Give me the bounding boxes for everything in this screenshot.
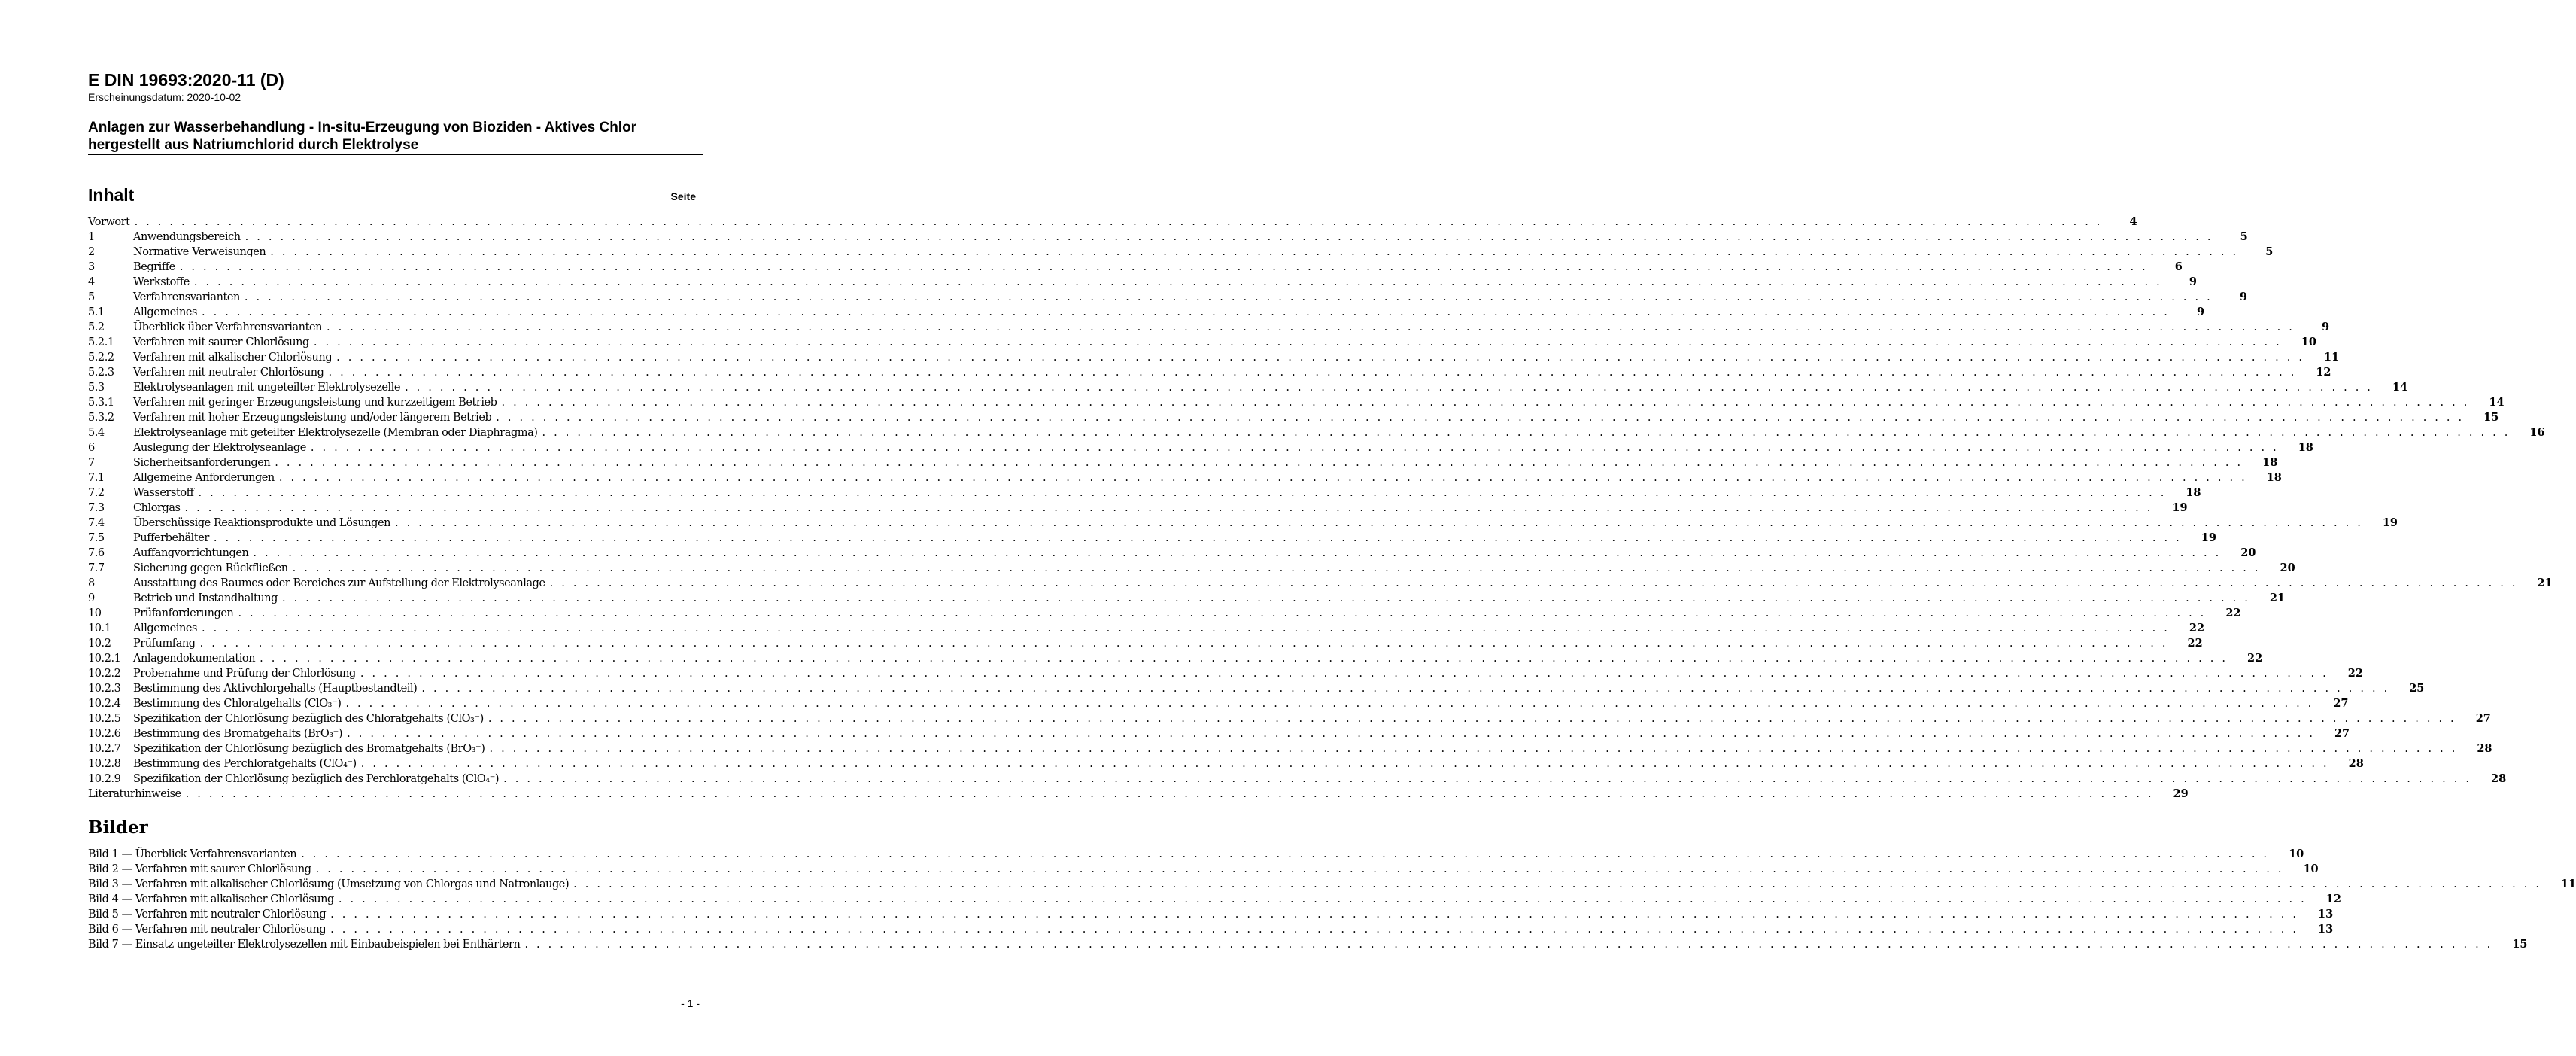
toc-entry-page: 22 <box>2187 637 2203 650</box>
toc-entry[interactable] <box>88 501 2188 516</box>
toc-entry-title: Begriffe <box>133 261 175 273</box>
dot-leader <box>314 335 2282 350</box>
toc-entry-page: 22 <box>2347 667 2363 680</box>
dot-leader <box>339 892 2307 907</box>
toc-entry-title: Literaturhinweise <box>88 788 181 800</box>
toc-entry-number: 7.1 <box>88 472 105 484</box>
toc-entry[interactable] <box>88 771 2507 787</box>
toc-entry[interactable] <box>88 245 2274 260</box>
dot-leader <box>245 230 2213 245</box>
toc-entry-page: 14 <box>2392 381 2408 394</box>
toc-entry-page: 18 <box>2298 441 2313 454</box>
figure-entry[interactable] <box>88 937 2528 952</box>
dot-leader <box>200 636 2168 651</box>
toc-entry-page: 10 <box>2301 336 2316 348</box>
figure-entry-page: 11 <box>2561 878 2576 890</box>
toc-entry-title: Vorwort <box>88 216 130 228</box>
toc-entry-number: 10.2.8 <box>88 758 121 770</box>
page-column-label: Seite <box>670 190 696 202</box>
toc-entry-number: 7.4 <box>88 517 105 529</box>
toc-entry-title: Spezifikation der Chlorlösung bezüglich des Bromatgehalts (BrO₃⁻) <box>133 743 485 755</box>
toc-entry[interactable] <box>88 546 2256 561</box>
toc-entry-number: 9 <box>88 592 95 604</box>
toc-entry-title: Spezifikation der Chlorlösung bezüglich des Chloratgehalts (ClO₃⁻) <box>133 713 484 725</box>
table-of-contents <box>88 215 2553 802</box>
toc-entry-number: 5.3.1 <box>88 397 114 409</box>
figure-entry-page: 13 <box>2318 923 2334 936</box>
toc-entry-title: Betrieb und Instandhaltung <box>133 592 278 604</box>
dot-leader <box>202 621 2170 636</box>
toc-entry-page: 4 <box>2129 215 2137 228</box>
toc-entry[interactable] <box>88 380 2408 395</box>
toc-entry-number: 2 <box>88 246 95 258</box>
dot-leader <box>202 305 2170 320</box>
toc-entry-title: Ausstattung des Raumes oder Bereiches zur Aufstellung der Elektrolyseanlage <box>133 577 545 589</box>
toc-entry[interactable] <box>88 440 2313 455</box>
toc-entry[interactable] <box>88 531 2216 546</box>
toc-entry-page: 21 <box>2537 577 2553 589</box>
dot-leader <box>282 591 2250 606</box>
toc-entry-page: 27 <box>2334 727 2350 740</box>
toc-entry[interactable] <box>88 290 2247 305</box>
list-of-figures <box>88 847 2576 952</box>
toc-entry[interactable] <box>88 636 2203 651</box>
toc-entry[interactable] <box>88 651 2263 666</box>
toc-entry-page: 18 <box>2262 456 2278 469</box>
toc-entry[interactable] <box>88 711 2491 726</box>
toc-entry-number: 8 <box>88 577 95 589</box>
toc-entry-title: Allgemeine Anforderungen <box>133 472 275 484</box>
toc-entry-page: 9 <box>2239 291 2247 303</box>
toc-entry[interactable] <box>88 681 2425 696</box>
figure-entry[interactable] <box>88 922 2334 937</box>
dot-leader <box>330 907 2298 922</box>
toc-entry-number: 7.7 <box>88 562 105 574</box>
toc-entry[interactable] <box>88 305 2205 320</box>
figure-entry[interactable] <box>88 907 2334 922</box>
toc-entry-number: 7.3 <box>88 502 105 514</box>
figure-entry[interactable] <box>88 862 2319 877</box>
figure-entry-page: 13 <box>2318 908 2334 921</box>
toc-entry-number: 1 <box>88 231 95 243</box>
figure-entry-page: 10 <box>2289 848 2304 860</box>
toc-entry[interactable] <box>88 485 2201 501</box>
toc-entry-number: 5.2 <box>88 321 105 333</box>
dot-leader <box>336 350 2304 365</box>
dot-leader <box>573 877 2541 892</box>
toc-entry-page: 5 <box>2240 230 2248 243</box>
toc-entry-page: 22 <box>2246 652 2263 665</box>
toc-entry-title: Elektrolyseanlagen mit ungeteilter Elektrolysezelle <box>133 382 401 394</box>
toc-entry[interactable] <box>88 425 2545 440</box>
toc-entry-page: 9 <box>2196 306 2205 318</box>
toc-entry[interactable] <box>88 741 2492 756</box>
toc-entry-page: 19 <box>2201 531 2216 544</box>
figure-entry-title: Bild 3 — Verfahren mit alkalischer Chlorlösung (Umsetzung von Chlorgas und Natronlauge) <box>88 878 570 890</box>
dot-leader <box>345 696 2313 711</box>
dot-leader <box>395 516 2363 531</box>
page-number: - 1 - <box>681 997 700 1009</box>
toc-entry-number: 7.2 <box>88 487 105 499</box>
toc-entry[interactable] <box>88 621 2205 636</box>
toc-entry-number: 7.5 <box>88 532 105 544</box>
toc-entry-title: Verfahrensvarianten <box>133 291 240 303</box>
toc-entry[interactable] <box>88 666 2363 681</box>
toc-entry-title: Normative Verweisungen <box>133 246 266 258</box>
figure-entry[interactable] <box>88 877 2576 892</box>
toc-entry[interactable] <box>88 410 2499 425</box>
figure-entry-title: Bild 1 — Überblick Verfahrensvarianten <box>88 848 297 860</box>
toc-entry[interactable] <box>88 561 2295 576</box>
toc-entry-page: 27 <box>2333 697 2349 710</box>
dot-leader <box>361 756 2329 771</box>
dot-leader <box>270 245 2238 260</box>
toc-entry-number: 4 <box>88 276 95 288</box>
toc-entry-title: Bestimmung des Aktivchlorgehalts (Hauptbestandteil) <box>133 683 418 695</box>
toc-entry-page: 19 <box>2172 501 2188 514</box>
toc-entry-page: 28 <box>2477 742 2492 755</box>
toc-entry-page: 15 <box>2483 411 2499 424</box>
toc-entry[interactable] <box>88 230 2248 245</box>
toc-entry-number: 10 <box>88 607 102 619</box>
dot-leader <box>524 937 2492 952</box>
dot-leader <box>488 711 2456 726</box>
dot-leader <box>180 260 2148 275</box>
toc-entry-title: Verfahren mit alkalischer Chlorlösung <box>133 351 333 364</box>
toc-entry-title: Prüfanforderungen <box>133 607 234 619</box>
dot-leader <box>275 455 2243 470</box>
dot-leader <box>405 380 2373 395</box>
toc-entry[interactable] <box>88 470 2282 485</box>
dot-leader <box>489 741 2457 756</box>
toc-entry[interactable] <box>88 260 2183 275</box>
toc-entry-title: Verfahren mit geringer Erzeugungsleistung und kurzzeitigem Betrieb <box>133 397 497 409</box>
toc-entry-number: 10.2.4 <box>88 698 121 710</box>
dot-leader <box>238 606 2206 621</box>
dot-leader <box>186 787 2154 802</box>
dot-leader <box>185 501 2153 516</box>
toc-entry[interactable] <box>88 516 2398 531</box>
toc-entry-title: Anwendungsbereich <box>133 231 241 243</box>
toc-entry[interactable] <box>88 726 2350 741</box>
toc-entry-page: 16 <box>2529 426 2545 439</box>
toc-entry[interactable] <box>88 320 2330 335</box>
contents-heading: Inhalt <box>88 185 135 205</box>
toc-entry-title: Allgemeines <box>133 622 197 635</box>
toc-entry-page: 14 <box>2489 396 2505 409</box>
toc-entry-title: Verfahren mit saurer Chlorlösung <box>133 336 309 348</box>
toc-entry-title: Chlorgas <box>133 502 181 514</box>
figures-heading: Bilder <box>88 817 148 838</box>
toc-entry-number: 5.4 <box>88 427 105 439</box>
dot-leader <box>542 425 2511 440</box>
toc-entry-number: 7 <box>88 457 95 469</box>
toc-entry-page: 20 <box>2240 546 2256 559</box>
toc-entry-page: 9 <box>2321 321 2330 333</box>
toc-entry-title: Überschüssige Reaktionsprodukte und Lösungen <box>133 517 390 529</box>
toc-entry-page: 28 <box>2348 757 2364 770</box>
toc-entry-title: Sicherung gegen Rückfließen <box>133 562 288 574</box>
toc-entry-number: 5.2.2 <box>88 351 114 364</box>
toc-entry[interactable] <box>88 756 2364 771</box>
toc-entry[interactable] <box>88 576 2553 591</box>
dot-leader <box>198 485 2166 501</box>
toc-entry-number: 5.2.1 <box>88 336 114 348</box>
dot-leader <box>502 395 2470 410</box>
toc-entry-title: Bestimmung des Perchloratgehalts (ClO₄⁻) <box>133 758 357 770</box>
toc-entry-page: 29 <box>2173 787 2189 800</box>
toc-entry-number: 10.2 <box>88 638 111 650</box>
dot-leader <box>301 847 2269 862</box>
toc-entry[interactable] <box>88 455 2278 470</box>
toc-entry-page: 27 <box>2475 712 2491 725</box>
dot-leader <box>421 681 2389 696</box>
dot-leader <box>214 531 2182 546</box>
toc-entry-title: Wasserstoff <box>133 487 194 499</box>
toc-entry[interactable] <box>88 696 2349 711</box>
dot-leader <box>496 410 2464 425</box>
toc-entry-page: 21 <box>2269 592 2286 604</box>
toc-entry-page: 6 <box>2174 260 2183 273</box>
toc-entry[interactable] <box>88 215 2137 230</box>
toc-entry-title: Bestimmung des Bromatgehalts (BrO₃⁻) <box>133 728 343 740</box>
toc-entry-number: 10.2.9 <box>88 773 121 785</box>
toc-entry-title: Allgemeines <box>133 306 197 318</box>
toc-entry[interactable] <box>88 350 2340 365</box>
toc-entry-title: Pufferbehälter <box>133 532 209 544</box>
toc-entry-number: 7.6 <box>88 547 105 559</box>
dot-leader <box>293 561 2261 576</box>
toc-entry-title: Sicherheitsanforderungen <box>133 457 271 469</box>
figure-entry-title: Bild 6 — Verfahren mit neutraler Chlorlösung <box>88 924 327 936</box>
toc-entry[interactable] <box>88 591 2286 606</box>
toc-entry-title: Elektrolyseanlage mit geteilter Elektrolysezelle (Membran oder Diaphragma) <box>133 427 538 439</box>
toc-entry-title: Probenahme und Prüfung der Chlorlösung <box>133 668 356 680</box>
toc-entry-page: 22 <box>2189 622 2205 635</box>
dot-leader <box>328 365 2296 380</box>
toc-entry[interactable] <box>88 335 2316 350</box>
toc-entry-page: 12 <box>2316 366 2331 379</box>
toc-entry-page: 18 <box>2186 486 2201 499</box>
toc-entry-number: 10.2.5 <box>88 713 121 725</box>
figure-entry-title: Bild 4 — Verfahren mit alkalischer Chlorlösung <box>88 893 334 905</box>
toc-entry-page: 19 <box>2382 516 2398 529</box>
toc-entry[interactable] <box>88 606 2241 621</box>
toc-entry-title: Bestimmung des Chloratgehalts (ClO₃⁻) <box>133 698 342 710</box>
toc-entry-title: Werkstoffe <box>133 276 190 288</box>
toc-entry-title: Verfahren mit neutraler Chlorlösung <box>133 367 324 379</box>
dot-leader <box>311 440 2279 455</box>
toc-entry-page: 20 <box>2280 561 2295 574</box>
dot-leader <box>194 275 2162 290</box>
figure-entry[interactable] <box>88 847 2304 862</box>
toc-entry-page: 28 <box>2490 772 2507 785</box>
dot-leader <box>550 576 2518 591</box>
figure-entry-title: Bild 7 — Einsatz ungeteilter Elektrolysezellen mit Einbaubeispielen bei Enthärtern <box>88 939 521 951</box>
figure-entry-title: Bild 5 — Verfahren mit neutraler Chlorlösung <box>88 908 327 921</box>
toc-entry-number: 10.2.2 <box>88 668 121 680</box>
toc-entry-number: 5.3 <box>88 382 105 394</box>
dot-leader <box>327 320 2295 335</box>
figure-entry-title: Bild 2 — Verfahren mit saurer Chlorlösung <box>88 863 311 875</box>
toc-entry-number: 6 <box>88 442 95 454</box>
toc-entry-number: 5 <box>88 291 95 303</box>
toc-entry-number: 5.3.2 <box>88 412 114 424</box>
toc-entry-title: Auffangvorrichtungen <box>133 547 249 559</box>
dot-leader <box>260 651 2228 666</box>
toc-entry-number: 10.2.6 <box>88 728 121 740</box>
toc-entry-page: 5 <box>2265 245 2274 258</box>
document-title: Anlagen zur Wasserbehandlung - In-situ-Erzeugung von Bioziden - Aktives Chlor hergestellt aus Natriumchlorid durch Elektrolyse <box>88 120 637 153</box>
figure-entry-page: 15 <box>2512 938 2528 951</box>
title-divider <box>88 154 703 155</box>
dot-leader <box>279 470 2247 485</box>
document-header <box>88 69 703 104</box>
toc-entry-page: 25 <box>2409 682 2425 695</box>
toc-entry-title: Verfahren mit hoher Erzeugungsleistung und/oder längerem Betrieb <box>133 412 492 424</box>
toc-entry-number: 10.2.3 <box>88 683 121 695</box>
dot-leader <box>360 666 2328 681</box>
toc-entry[interactable] <box>88 275 2197 290</box>
toc-entry[interactable] <box>88 395 2505 410</box>
toc-entry-number: 5.2.3 <box>88 367 114 379</box>
dot-leader <box>503 771 2471 787</box>
toc-entry[interactable] <box>88 365 2331 380</box>
toc-entry-title: Überblick über Verfahrensvarianten <box>133 321 322 333</box>
toc-entry-number: 10.2.1 <box>88 653 121 665</box>
toc-entry-number: 10.1 <box>88 622 111 635</box>
document-id: E DIN 19693:2020-11 (D) <box>88 70 284 90</box>
toc-entry-number: 5.1 <box>88 306 105 318</box>
dot-leader <box>330 922 2298 937</box>
toc-entry[interactable] <box>88 787 2189 802</box>
toc-entry-page: 9 <box>2189 275 2197 288</box>
toc-entry-title: Auslegung der Elektrolyseanlage <box>133 442 306 454</box>
toc-entry-number: 3 <box>88 261 95 273</box>
figure-entry-page: 12 <box>2325 893 2341 905</box>
toc-entry-title: Spezifikation der Chlorlösung bezüglich des Perchloratgehalts (ClO₄⁻) <box>133 773 500 785</box>
toc-entry-page: 22 <box>2225 607 2241 619</box>
dot-leader <box>316 862 2284 877</box>
figure-entry-page: 10 <box>2303 863 2319 875</box>
toc-entry-number: 10.2.7 <box>88 743 121 755</box>
toc-entry-title: Anlagendokumentation <box>133 653 256 665</box>
figure-entry[interactable] <box>88 892 2341 907</box>
dot-leader <box>135 215 2103 230</box>
toc-entry-page: 18 <box>2266 471 2282 484</box>
toc-entry-title: Prüfumfang <box>133 638 196 650</box>
dot-leader <box>347 726 2315 741</box>
publication-date: Erscheinungsdatum: 2020-10-02 <box>88 91 242 103</box>
dot-leader <box>245 290 2213 305</box>
toc-entry-page: 11 <box>2324 351 2340 364</box>
dot-leader <box>253 546 2221 561</box>
